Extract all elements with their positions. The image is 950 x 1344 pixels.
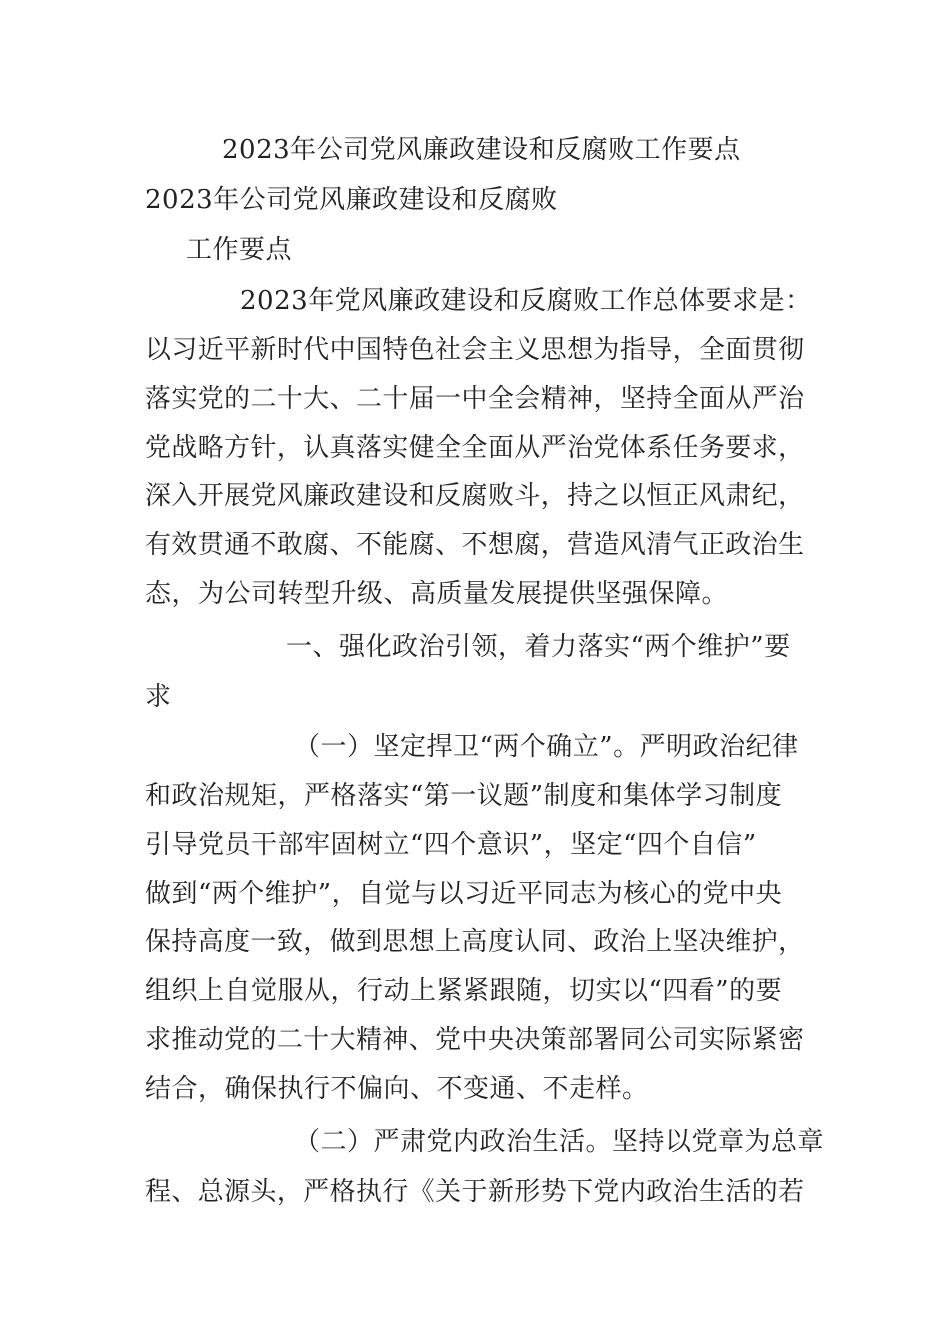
document-subtitle-line1: 2023年公司党风廉政建设和反腐败 [145,185,558,215]
item1-first-line: （一）坚定捍卫“两个确立”。严明政治纪律 [294,732,799,762]
item1-line: 引导党员干部牢固树立“四个意识”，坚定“四个自信” [145,829,757,860]
section1-heading: 一、强化政治引领，着力落实“两个维护”要 [286,632,791,662]
item2-line: 程、总源头，严格执行《关于新形势下党内政治生活的若 [145,1177,805,1207]
item1-line: 组织上自觉服从，行动上紧紧跟随，切实以“四看”的要 [145,976,783,1007]
document-subtitle-line2: 工作要点 [186,235,293,265]
section1-heading-cont: 求 [145,682,172,712]
intro-line: 有效贯通不敢腐、不能腐、不想腐，营造风清气正政治生 [145,530,805,561]
intro-line: 落实党的二十大、二十届一中全会精神，坚持全面从严治 [145,383,805,414]
item1-line: 保持高度一致，做到思想上高度认同、政治上坚决维护， [145,927,805,958]
item1-line: 做到“两个维护”，自觉与以习近平同志为核心的党中央 [145,878,783,909]
intro-first-line: 2023年党风廉政建设和反腐败工作总体要求是： [240,286,812,316]
item2-first-line: （二）严肃党内政治生活。坚持以党章为总章 [294,1127,825,1157]
intro-line: 党战略方针，认真落实健全全面从严治党体系任务要求， [145,432,805,463]
item1-line: 结合，确保执行不偏向、不变通、不走样。 [145,1073,649,1104]
document-title: 2023年公司党风廉政建设和反腐败工作要点 [222,135,741,165]
intro-line: 以习近平新时代中国特色社会主义思想为指导，全面贯彻 [145,335,805,365]
item1-line: 求推动党的二十大精神、党中央决策部署同公司实际紧密 [145,1024,805,1055]
item2-paragraph [145,1175,805,1224]
intro-paragraph [145,333,805,626]
item1-paragraph [145,779,805,1121]
intro-line: 态，为公司转型升级、高质量发展提供坚强保障。 [145,578,729,609]
item1-line: 和政治规矩，严格落实“第一议题”制度和集体学习制度 [145,781,783,811]
intro-line: 深入开展党风廉政建设和反腐败斗，持之以恒正风肃纪， [145,481,805,512]
